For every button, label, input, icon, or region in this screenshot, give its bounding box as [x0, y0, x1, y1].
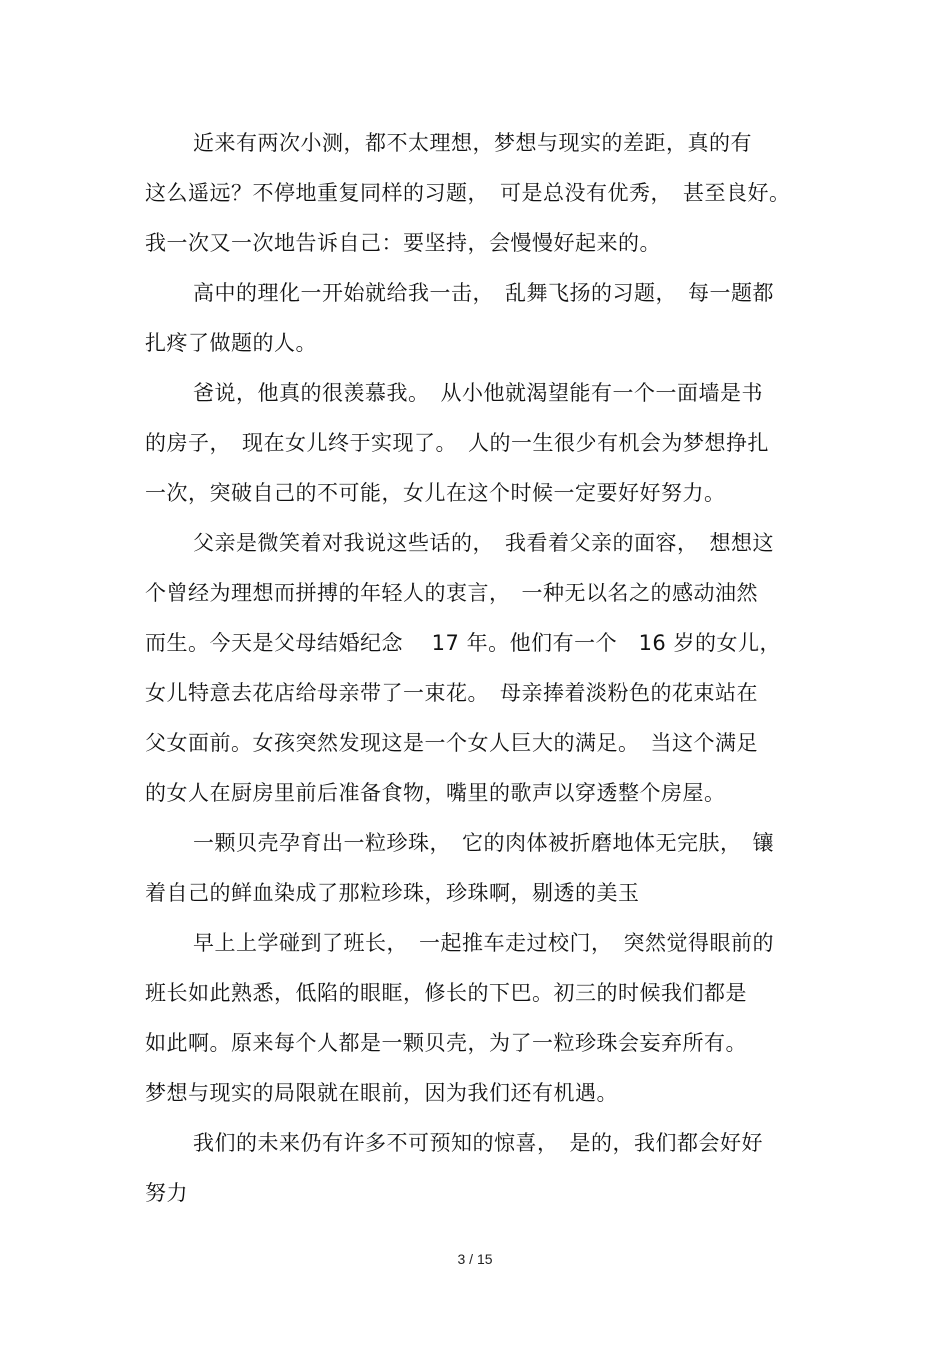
text-line: 父亲是微笑着对我说这些话的， 我看着父亲的面容， 想想这 — [193, 531, 774, 555]
text-line: 早上上学碰到了班长， 一起推车走过校门， 突然觉得眼前的 — [193, 931, 774, 955]
text-line: 高中的理化一开始就给我一击， 乱舞飞扬的习题， 每一题都 — [193, 281, 774, 305]
text-line: 着自己的鲜血染成了那粒珍珠，珍珠啊，剔透的美玉 — [145, 881, 640, 905]
text-line: 一次，突破自己的不可能，女儿在这个时候一定要好好努力。 — [145, 481, 726, 505]
text-line: 的房子， 现在女儿终于实现了。 人的一生很少有机会为梦想挣扎 — [145, 431, 769, 455]
text-line: 父女面前。女孩突然发现这是一个女人巨大的满足。 当这个满足 — [145, 731, 758, 755]
page-number: 3 / 15 — [457, 1251, 493, 1267]
text-line: 一颗贝壳孕育出一粒珍珠， 它的肉体被折磨地体无完肤， 镶 — [193, 831, 774, 855]
text-line: 梦想与现实的局限就在眼前，因为我们还有机遇。 — [145, 1081, 618, 1105]
text-line: 爸说，他真的很羡慕我。 从小他就渴望能有一个一面墙是书 — [193, 381, 763, 405]
text-line: 班长如此熟悉，低陷的眼眶，修长的下巴。初三的时候我们都是 — [145, 981, 747, 1005]
text-line: 的女人在厨房里前后准备食物，嘴里的歌声以穿透整个房屋。 — [145, 781, 726, 805]
text-line: 个曾经为理想而拼搏的年轻人的衷言， 一种无以名之的感动油然 — [145, 581, 758, 605]
text-line: 我们的未来仍有许多不可预知的惊喜， 是的，我们都会好好 — [193, 1131, 763, 1155]
text-line: 近来有两次小测，都不太理想，梦想与现实的差距，真的有 — [193, 131, 752, 155]
text-line: 我一次又一次地告诉自己：要坚持，会慢慢好起来的。 — [145, 231, 661, 255]
text-line: 扎疼了做题的人。 — [145, 331, 317, 355]
text-line: 努力 — [145, 1181, 188, 1205]
text-line: 而生。今天是父母结婚纪念 17 年。他们有一个 16 岁的女儿， — [145, 631, 781, 655]
text-line: 这么遥远？不停地重复同样的习题， 可是总没有优秀， 甚至良好。 — [145, 181, 791, 205]
text-line: 女儿特意去花店给母亲带了一束花。 母亲捧着淡粉色的花束站在 — [145, 681, 758, 705]
text-line: 如此啊。原来每个人都是一颗贝壳，为了一粒珍珠会妄弃所有。 — [145, 1031, 747, 1055]
